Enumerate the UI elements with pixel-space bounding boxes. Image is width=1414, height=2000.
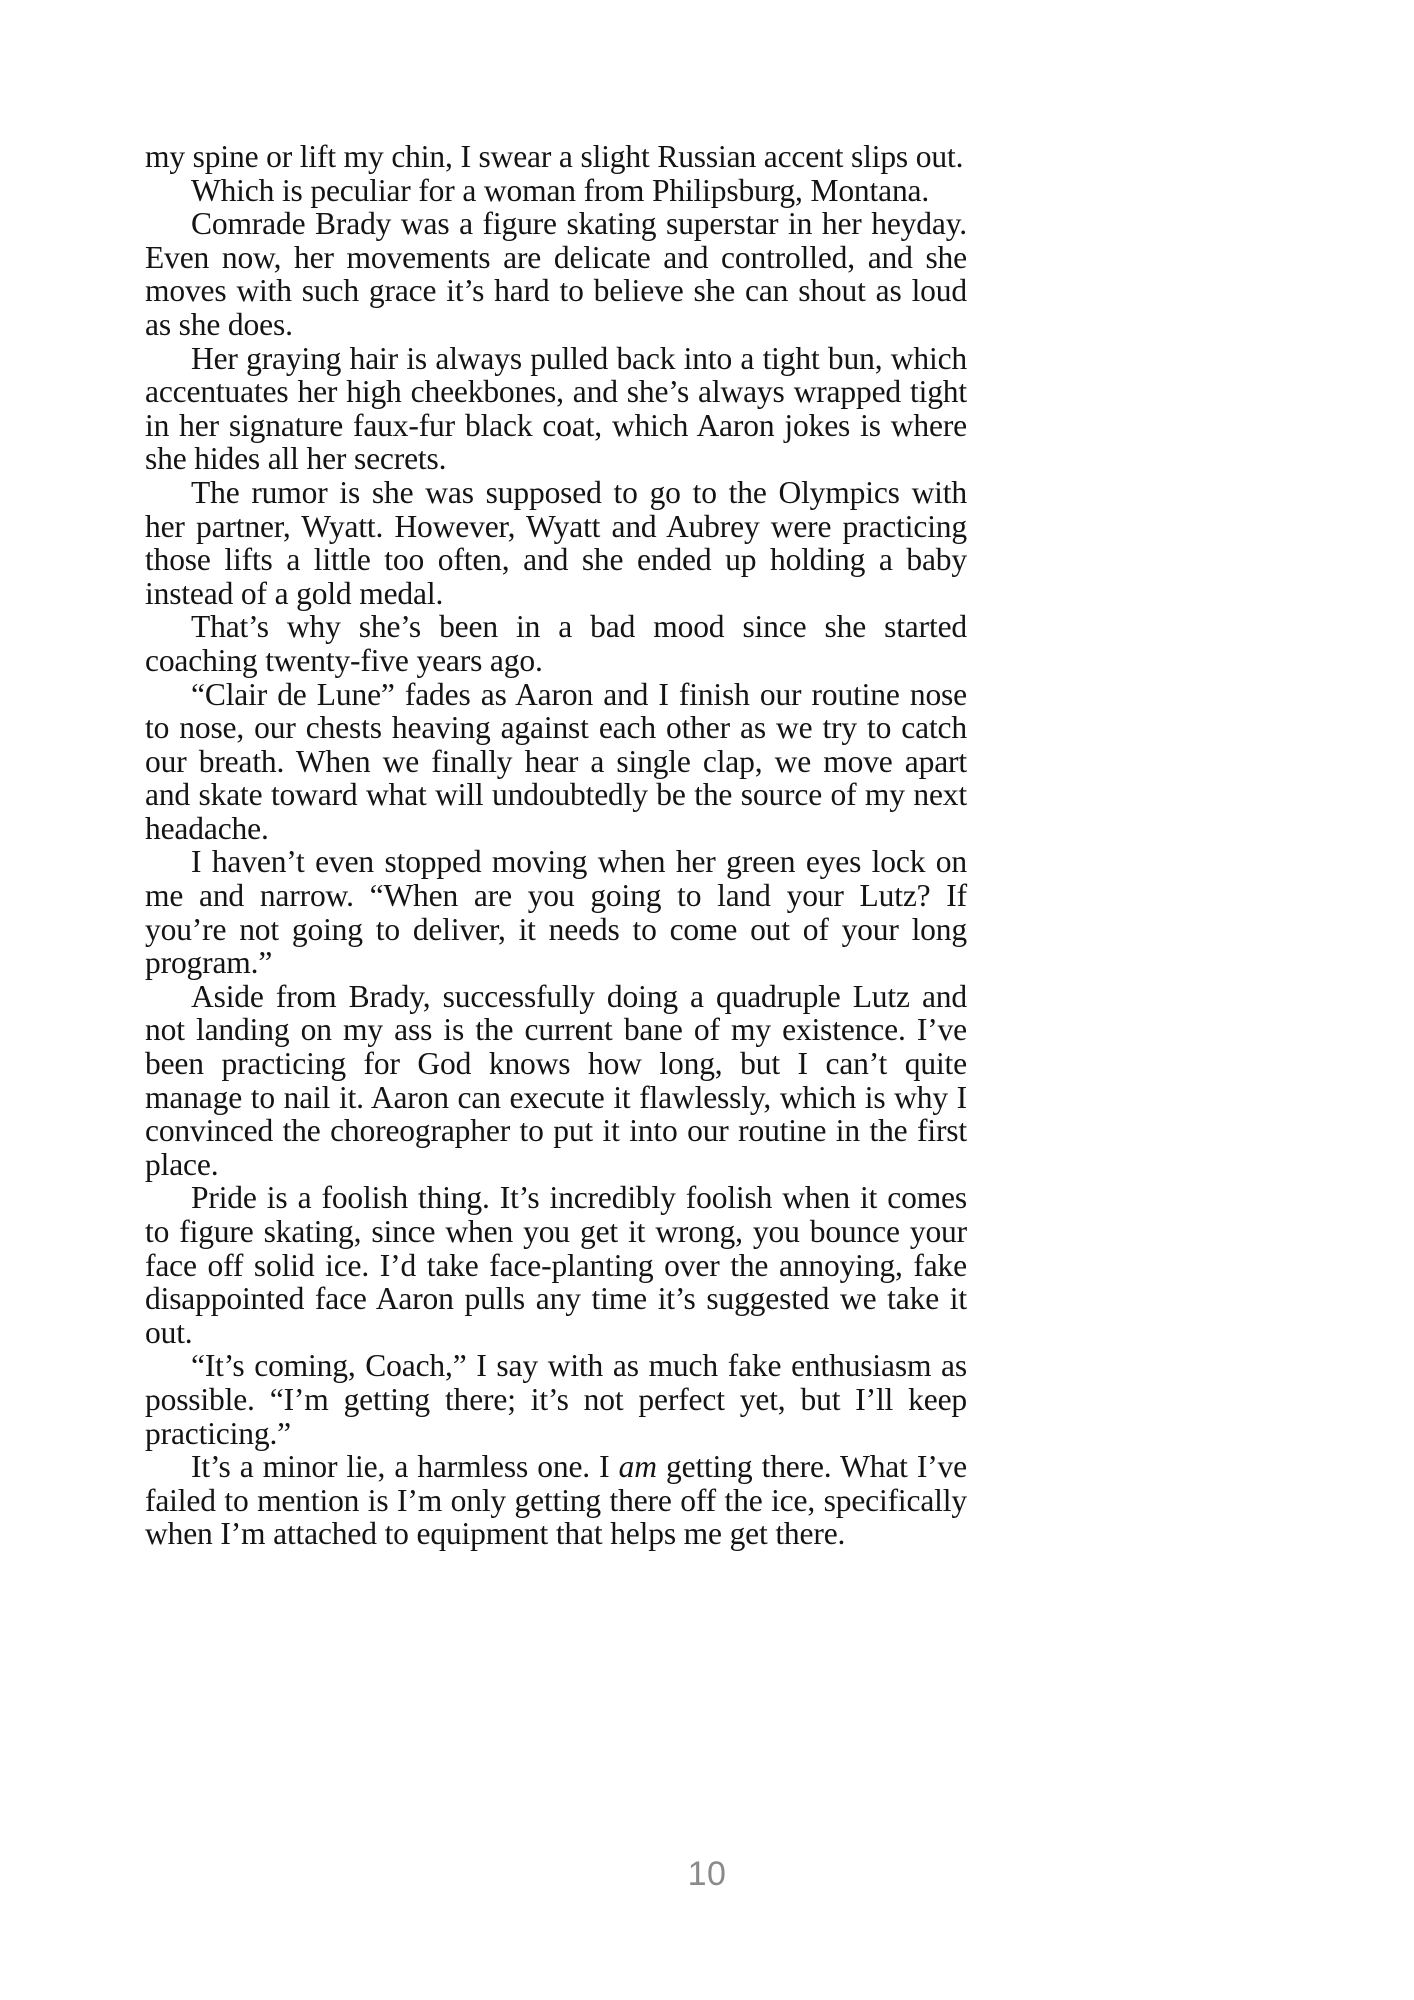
page-number: 10: [687, 1855, 727, 1893]
paragraph-2: Which is peculiar for a woman from Philipsburg, Montana.: [191, 172, 930, 208]
paragraph-8: I haven’t even stopped moving when her green eyes lock on me and narrow. “When are you going to land your Lutz? If you’re not going to deliver, it needs to come out of your long program.”: [145, 844, 967, 981]
paragraph-7: “Clair de Lune” fades as Aaron and I finish our routine nose to nose, our chests heaving against each other as we try to catch our breath. When we finally hear a single clap, we move apart and skate toward what will undoubtedly be the source of my next headache.: [145, 676, 967, 846]
paragraph-11: “It’s coming, Coach,” I say with as much fake enthusiasm as possible. “I’m getting there; it’s not perfect yet, but I’ll keep practicing.”: [145, 1348, 967, 1451]
paragraph-3: Comrade Brady was a figure skating superstar in her heyday. Even now, her movements are delicate and controlled, and she moves with such grace it’s hard to believe she can shout as loud as she does.: [145, 206, 967, 342]
paragraph-1: my spine or lift my chin, I swear a slight Russian accent slips out.: [145, 139, 964, 174]
paragraph-4: Her graying hair is always pulled back into a tight bun, which accentuates her high cheekbones, and she’s always wrapped tight in her signature faux-fur black coat, which Aaron jokes is where she hides all her secrets.: [145, 340, 967, 477]
paragraph-10: Pride is a foolish thing. It’s incredibly foolish when it comes to figure skating, since when you get it wrong, you bounce your face off solid ice. I’d take face-planting over the annoying, fake disappointed face Aaron pulls any time it’s suggested we take it out.: [145, 1180, 967, 1350]
paragraph-6: That’s why she’s been in a bad mood since she started coaching twenty-five years ago.: [145, 609, 967, 678]
page-body-text: [145, 140, 967, 1551]
paragraph-9: Aside from Brady, successfully doing a quadruple Lutz and not landing on my ass is the current bane of my existence. I’ve been practicing for God knows how long, but I can’t quite manage to nail it. Aaron can execute it flawlessly, which is why I convinced the choreographer to put it into our routine in the first place.: [145, 978, 967, 1182]
emphasis-text: am: [618, 1449, 657, 1485]
paragraph-12: It’s a minor lie, a harmless one. I am getting there. What I’ve failed to mention is I’m only getting there off the ice, specifically when I’m attached to equipment that helps me get there.: [145, 1449, 967, 1552]
paragraph-5: The rumor is she was supposed to go to the Olympics with her partner, Wyatt. However, Wyatt and Aubrey were practicing those lifts a little too often, and she ended up holding a baby instead of a gold medal.: [145, 474, 967, 611]
